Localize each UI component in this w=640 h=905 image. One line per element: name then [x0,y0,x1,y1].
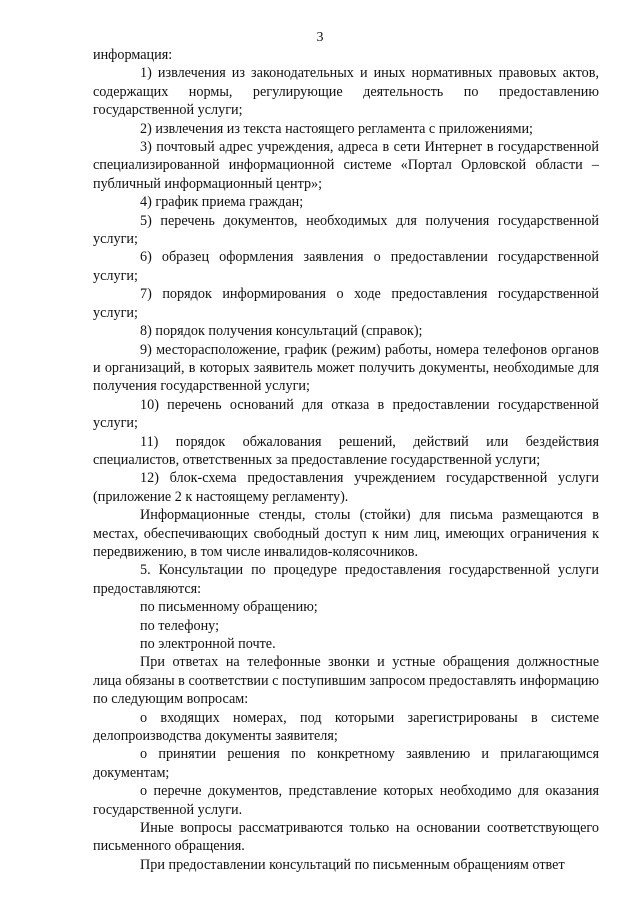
list-item: 5) перечень документов, необходимых для получения государственной услуги; [93,212,599,248]
list-item: 3) почтовый адрес учреждения, адреса в сети Интернет в государственной специализированной информационной системе «Портал Орловской области – публичный информационный центр»; [93,139,599,192]
paragraph: Информационные стенды, столы (стойки) для письма размещаются в местах, обеспечивающих свободный доступ к ним лиц, имеющих ограничения к передвижению, в том числе инвалидов-колясочников. [93,507,599,560]
list-item: 7) порядок информирования о ходе предоставления государственной услуги; [93,286,599,321]
list-item: 1) извлечения из законодательных и иных нормативных правовых актов, содержащих нормы, регулирующие деятельность по предоставлению государственной услуги; [93,65,599,119]
paragraph: 5. Консультации по процедуре предоставления государственной услуги предоставляются: [93,562,599,597]
paragraph: При ответах на телефонные звонки и устные обращения должностные лица обязаны в соответствии с поступившим запросом предоставлять информацию по следующим вопросам: [93,654,599,708]
list-item: 2) извлечения из текста настоящего регламента с приложениями; [140,120,533,137]
list-item: 11) порядок обжалования решений, действий или бездействия специалистов, ответственных за предоставление государственной услуги; [93,433,599,468]
paragraph: При предоставлении консультаций по письменным обращениям ответ [140,856,565,873]
document-body [93,46,599,874]
list-item: 4) график приема граждан; [140,194,304,211]
paragraph: информация: [93,47,173,63]
list-item: 6) образец оформления заявления о предоставлении государственной услуги; [93,249,599,284]
list-item: по письменному обращению; [140,599,318,616]
list-item: 12) блок-схема предоставления учреждением государственной услуги (приложение 2 к настоящему регламенту). [93,470,599,505]
list-item: 8) порядок получения консультаций (справок); [140,323,423,340]
list-item: о входящих номерах, под которыми зарегистрированы в системе делопроизводства документы заявителя; [93,709,599,745]
paragraph: Иные вопросы рассматриваются только на основании соответствующего письменного обращения. [93,820,599,855]
list-item: о принятии решения по конкретному заявлению и прилагающимся документам; [93,746,599,781]
list-item: 9) месторасположение, график (режим) работы, номера телефонов органов и организаций, в которых заявитель может получить документы, необходимые для получения государственной услуги; [93,341,599,395]
page-number: 3 [316,30,324,45]
list-item: по телефону; [140,617,220,634]
list-item: по электронной почте. [140,636,276,652]
list-item: 10) перечень оснований для отказа в предоставлении государственной услуги; [93,396,599,432]
list-item: о перечне документов, представление которых необходимо для оказания государственной услуги. [93,783,599,818]
